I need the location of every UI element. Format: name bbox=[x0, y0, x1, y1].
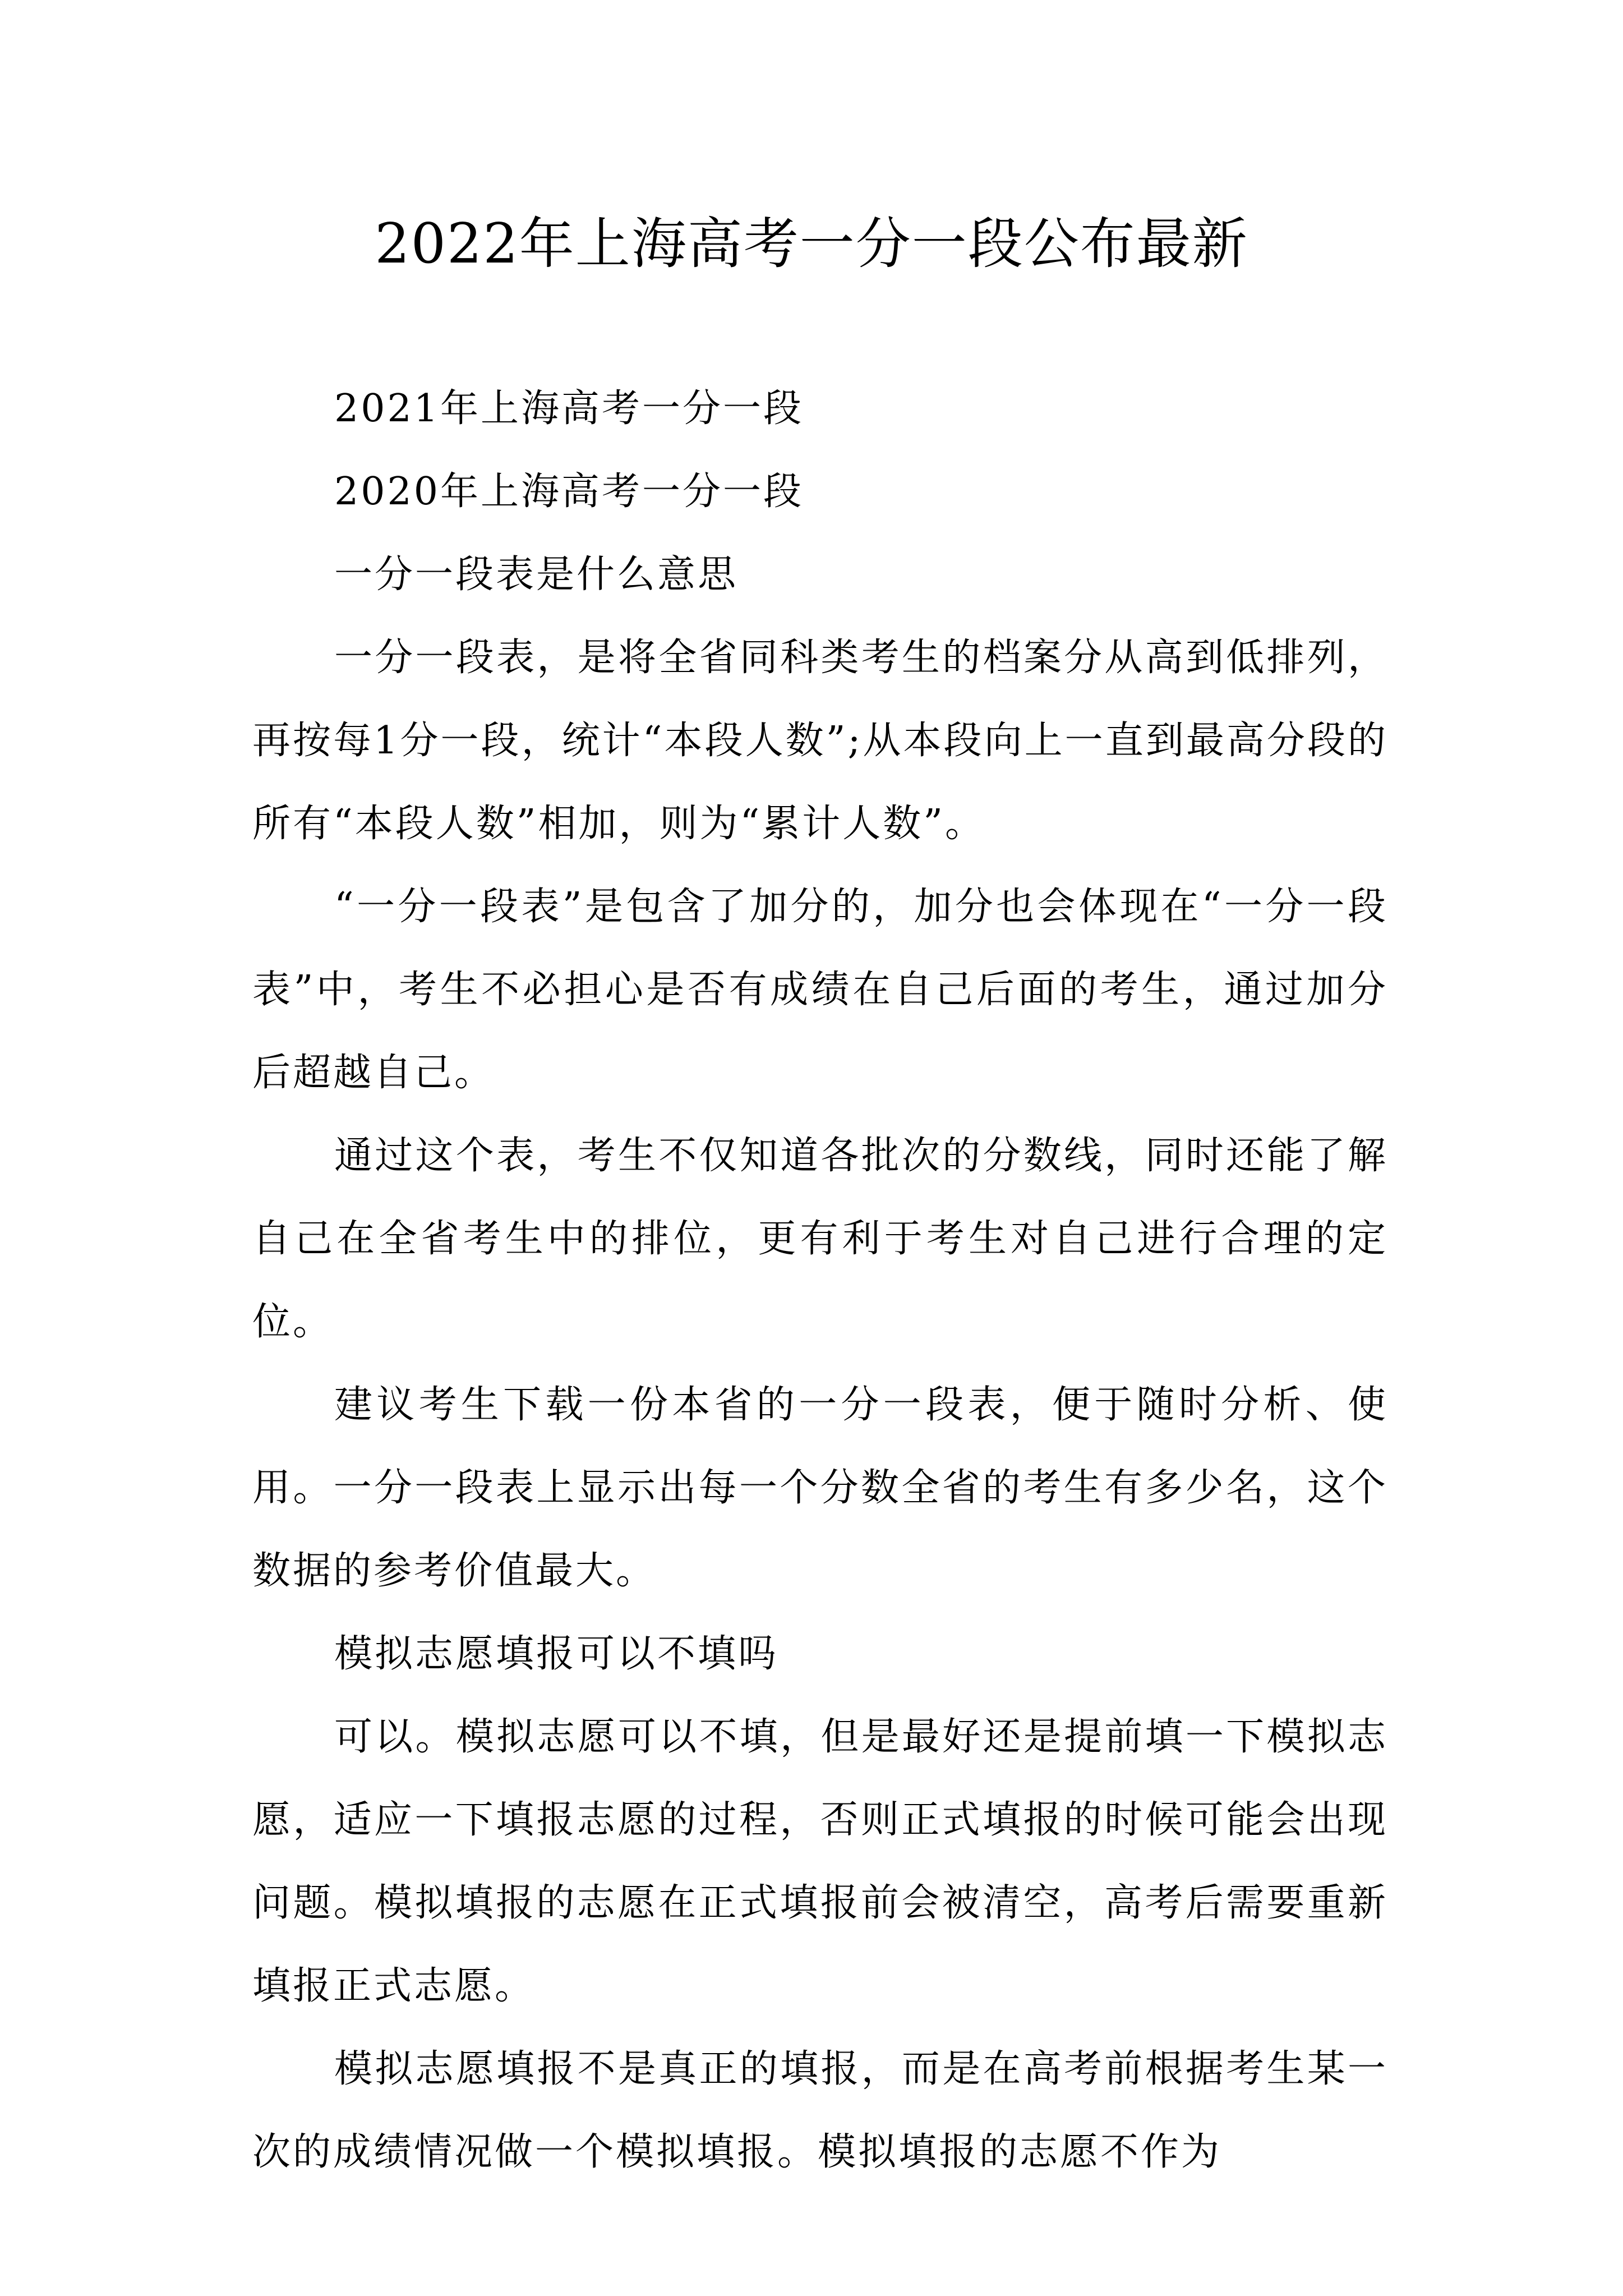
paragraph-question-mock: 模拟志愿填报可以不填吗 bbox=[334, 1632, 779, 1676]
paragraph-question-meaning: 一分一段表是什么意思 bbox=[334, 553, 739, 597]
document-title: 2022年上海高考一分一段公布最新 bbox=[375, 212, 1248, 276]
paragraph-definition: 一分一段表，是将全省同科类考生的档案分从高到低排列，再按每1分一段，统计“本段人数”;从本段向上一直到最高分段的所有“本段人数”相加，则为“累计人数”。 bbox=[252, 636, 1388, 846]
paragraph-download-advice: 建议考生下载一份本省的一分一段表，便于随时分析、使用。一分一段表上显示出每一个分数全省的考生有多少名，这个数据的参考价值最大。 bbox=[252, 1383, 1388, 1593]
paragraph-bonus-points: “一分一段表”是包含了加分的，加分也会体现在“一分一段表”中，考生不必担心是否有成绩在自己后面的考生，通过加分后超越自己。 bbox=[252, 885, 1388, 1095]
paragraph-mock-answer: 可以。模拟志愿可以不填，但是最好还是提前填一下模拟志愿，适应一下填报志愿的过程，否则正式填报的时候可能会出现问题。模拟填报的志愿在正式填报前会被清空，高考后需要重新填报正式志愿。 bbox=[252, 1715, 1388, 2008]
paragraph-ranking: 通过这个表，考生不仅知道各批次的分数线，同时还能了解自己在全省考生中的排位，更有利于考生对自己进行合理的定位。 bbox=[252, 1134, 1388, 1344]
document-body bbox=[252, 367, 1388, 2194]
paragraph-subheading-2020: 2020年上海高考一分一段 bbox=[334, 470, 804, 514]
paragraph-mock-explanation: 模拟志愿填报不是真正的填报，而是在高考前根据考生某一次的成绩情况做一个模拟填报。模拟填报的志愿不作为 bbox=[252, 2047, 1388, 2174]
paragraph-subheading-2021: 2021年上海高考一分一段 bbox=[334, 386, 804, 431]
